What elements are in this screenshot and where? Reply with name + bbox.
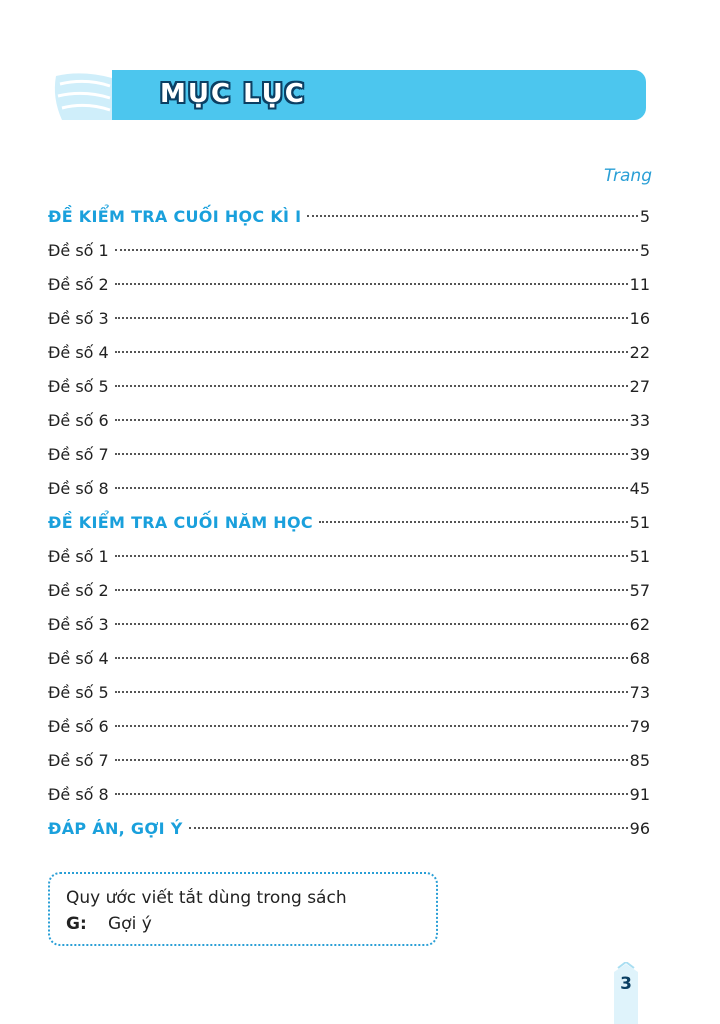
toc-label: Đề số 4	[48, 649, 109, 668]
page-number: 3	[620, 974, 632, 994]
toc-label: Đề số 2	[48, 275, 109, 294]
toc-page-number: 16	[629, 309, 650, 328]
toc-label: Đề số 8	[48, 785, 109, 804]
toc-leader-dots	[115, 758, 628, 761]
toc-leader-dots	[189, 826, 628, 829]
toc-leader-dots	[115, 350, 628, 353]
toc-label: Đề số 3	[48, 309, 109, 328]
toc-label: Đề số 3	[48, 615, 109, 634]
toc-label: Đề số 5	[48, 377, 109, 396]
toc-page-number: 57	[629, 581, 650, 600]
toc-leader-dots	[115, 282, 628, 285]
toc-page-number: 27	[629, 377, 650, 396]
toc-row	[48, 642, 650, 676]
toc-label: Đề số 7	[48, 751, 109, 770]
toc-label: Đề số 1	[48, 241, 109, 260]
toc-page-number: 51	[629, 513, 650, 532]
toc-row	[48, 234, 650, 268]
page-title: MỤC LỤC	[160, 79, 306, 109]
toc-label: Đề số 8	[48, 479, 109, 498]
toc-page-number: 79	[629, 717, 650, 736]
toc-leader-dots	[115, 724, 628, 727]
toc-page-number: 73	[629, 683, 650, 702]
toc-page-number: 33	[629, 411, 650, 430]
toc-leader-dots	[115, 248, 638, 251]
toc-page-number: 62	[629, 615, 650, 634]
toc-leader-dots	[115, 690, 628, 693]
toc-leader-dots	[115, 588, 628, 591]
toc-label: Đề số 5	[48, 683, 109, 702]
note-value: Gợi ý	[108, 914, 152, 934]
page-column-label: Trang	[603, 166, 652, 186]
toc-page-number: 68	[629, 649, 650, 668]
toc-label: Đề số 6	[48, 717, 109, 736]
toc-row	[48, 778, 650, 812]
toc-section-row	[48, 812, 650, 846]
toc-row	[48, 710, 650, 744]
toc-label: Đề số 7	[48, 445, 109, 464]
toc-page-number: 91	[629, 785, 650, 804]
toc-leader-dots	[115, 418, 628, 421]
toc-leader-dots	[115, 622, 628, 625]
toc-row	[48, 268, 650, 302]
toc-page-number: 51	[629, 547, 650, 566]
header-banner	[52, 70, 646, 120]
toc-section-row	[48, 506, 650, 540]
toc-row	[48, 472, 650, 506]
toc-label: Đề số 2	[48, 581, 109, 600]
toc-label: ĐÁP ÁN, GỢI Ý	[48, 819, 183, 838]
toc-leader-dots	[319, 520, 628, 523]
toc-label: ĐỀ KIỂM TRA CUỐI NĂM HỌC	[48, 513, 313, 532]
toc-leader-dots	[115, 486, 628, 489]
note-title: Quy ước viết tắt dùng trong sách	[66, 888, 347, 908]
toc-row	[48, 438, 650, 472]
table-of-contents	[48, 200, 650, 846]
toc-leader-dots	[307, 214, 637, 217]
toc-page-number: 96	[629, 819, 650, 838]
toc-row	[48, 540, 650, 574]
toc-page-number: 39	[629, 445, 650, 464]
toc-leader-dots	[115, 452, 628, 455]
toc-row	[48, 370, 650, 404]
toc-leader-dots	[115, 554, 628, 557]
toc-page-number: 85	[629, 751, 650, 770]
toc-label: ĐỀ KIỂM TRA CUỐI HỌC KÌ I	[48, 207, 302, 226]
toc-section-row	[48, 200, 650, 234]
toc-page-number: 22	[629, 343, 650, 362]
toc-row	[48, 744, 650, 778]
note-key: G:	[66, 914, 87, 934]
toc-row	[48, 574, 650, 608]
toc-row	[48, 336, 650, 370]
toc-leader-dots	[115, 792, 628, 795]
toc-leader-dots	[115, 656, 628, 659]
abbreviation-note	[48, 872, 438, 946]
toc-leader-dots	[115, 384, 628, 387]
note-entry	[66, 910, 420, 938]
toc-row	[48, 676, 650, 710]
toc-page-number: 5	[639, 207, 650, 226]
toc-label: Đề số 6	[48, 411, 109, 430]
toc-page-number: 45	[629, 479, 650, 498]
toc-row	[48, 302, 650, 336]
toc-leader-dots	[115, 316, 628, 319]
toc-label: Đề số 1	[48, 547, 109, 566]
toc-row	[48, 404, 650, 438]
toc-page-number: 11	[629, 275, 650, 294]
toc-row	[48, 608, 650, 642]
toc-page-number: 5	[639, 241, 650, 260]
toc-label: Đề số 4	[48, 343, 109, 362]
